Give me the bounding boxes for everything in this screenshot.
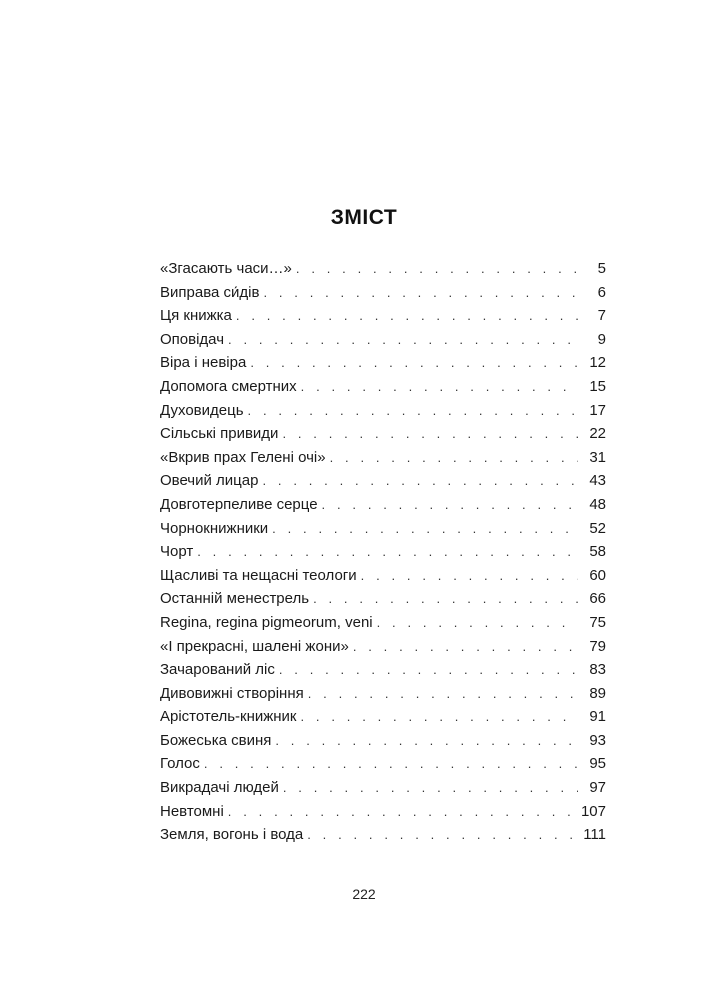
dot-leader bbox=[258, 469, 578, 493]
toc-entry-title: «Вкрив прах Гелені очі» bbox=[160, 448, 326, 466]
toc-entry-page: 43 bbox=[589, 472, 606, 490]
toc-entry-title: Божеська свиня bbox=[160, 731, 272, 749]
dot-leader bbox=[357, 564, 578, 588]
toc-entry-page: 6 bbox=[597, 283, 606, 301]
toc-entry-title: Останній менестрель bbox=[160, 590, 310, 608]
dot-leader bbox=[279, 776, 578, 800]
toc-entry-page: 66 bbox=[589, 590, 606, 608]
dot-leader bbox=[278, 422, 578, 446]
toc-entry-title: «Згасають часи…» bbox=[160, 260, 292, 277]
toc-entry-title: Сільські привиди bbox=[160, 425, 279, 443]
dot-leader bbox=[271, 729, 578, 753]
dot-leader bbox=[297, 705, 579, 729]
toc-entry-page: 111 bbox=[583, 826, 606, 844]
toc-entry bbox=[160, 281, 606, 305]
toc-entry-title: Чорт bbox=[160, 543, 194, 561]
toc-entry bbox=[160, 446, 606, 470]
toc-entry bbox=[160, 257, 606, 281]
toc-entry-page: 97 bbox=[589, 779, 606, 797]
toc-entry-title: Викрадачі людей bbox=[160, 779, 279, 797]
toc-entry bbox=[160, 611, 606, 635]
toc-entry-title: Овечий лицар bbox=[160, 472, 259, 490]
dot-leader bbox=[200, 752, 578, 776]
toc-entry-page: 91 bbox=[589, 708, 606, 726]
toc-entry bbox=[160, 823, 606, 847]
toc-entry-title: Чорнокнижники bbox=[160, 519, 269, 537]
dot-leader bbox=[224, 800, 578, 824]
toc-entry-title: Дивовижні створіння bbox=[160, 684, 304, 702]
dot-leader bbox=[193, 540, 578, 564]
toc-entry-title: Духовидець bbox=[160, 401, 244, 419]
toc-entry-page: 93 bbox=[589, 731, 606, 749]
toc-entry-title: Невтомні bbox=[160, 802, 224, 820]
toc-entry-title: Віра і невіра bbox=[160, 354, 247, 372]
toc-entry-page: 48 bbox=[589, 495, 606, 513]
toc-entry bbox=[160, 729, 606, 753]
dot-leader bbox=[303, 823, 578, 847]
toc-entry bbox=[160, 682, 606, 706]
dot-leader bbox=[244, 399, 578, 423]
toc-entry bbox=[160, 351, 606, 375]
toc-entry-title: Зачарований ліс bbox=[160, 661, 275, 679]
toc-entry-page: 22 bbox=[589, 425, 606, 443]
toc-entry-title: Арістотель-книжник bbox=[160, 708, 297, 726]
toc-entry-page: 9 bbox=[597, 330, 606, 348]
dot-leader bbox=[349, 635, 578, 659]
toc-entry-page: 75 bbox=[589, 613, 606, 631]
toc-entry-page: 15 bbox=[589, 377, 606, 395]
toc-entry bbox=[160, 776, 606, 800]
toc-entry-title: Ця книжка bbox=[160, 307, 232, 325]
dot-leader bbox=[224, 328, 578, 352]
toc-entry-title: Земля, вогонь і вода bbox=[160, 826, 304, 844]
toc-entry bbox=[160, 399, 606, 423]
toc-entry bbox=[160, 469, 606, 493]
toc-entry-title: Щасливі та нещасні теологи bbox=[160, 566, 357, 584]
toc-entry bbox=[160, 540, 606, 564]
toc-entry-page: 17 bbox=[589, 401, 606, 419]
toc-entry bbox=[160, 752, 606, 776]
page-number: 222 bbox=[352, 886, 376, 902]
toc-entry bbox=[160, 635, 606, 659]
toc-entry-page: 79 bbox=[589, 637, 606, 655]
toc-entry bbox=[160, 328, 606, 352]
table-of-contents bbox=[160, 257, 606, 847]
toc-entry-page: 107 bbox=[580, 802, 606, 820]
dot-leader bbox=[304, 682, 578, 706]
dot-leader bbox=[259, 281, 578, 305]
toc-entry bbox=[160, 564, 606, 588]
dot-leader bbox=[326, 446, 578, 470]
page-title: ЗМІСТ bbox=[330, 206, 398, 229]
toc-entry-page: 31 bbox=[589, 448, 606, 466]
toc-entry-page: 58 bbox=[589, 543, 606, 561]
dot-leader bbox=[318, 493, 578, 517]
toc-entry-page: 52 bbox=[589, 519, 606, 537]
toc-entry-page: 95 bbox=[589, 755, 606, 773]
toc-entry bbox=[160, 587, 606, 611]
toc-entry-page: 7 bbox=[597, 307, 606, 325]
toc-entry-page: 12 bbox=[589, 354, 606, 372]
dot-leader bbox=[309, 587, 578, 611]
toc-entry-page: 5 bbox=[597, 260, 606, 277]
toc-entry-page: 60 bbox=[589, 566, 606, 584]
dot-leader bbox=[232, 304, 578, 328]
toc-entry bbox=[160, 375, 606, 399]
toc-entry bbox=[160, 705, 606, 729]
dot-leader bbox=[297, 375, 578, 399]
toc-entry-title: Оповідач bbox=[160, 330, 225, 348]
toc-entry-title: Виправа си́дів bbox=[160, 283, 260, 301]
toc-entry-title: Довготерпеливе серце bbox=[160, 495, 318, 513]
dot-leader bbox=[268, 517, 578, 541]
dot-leader bbox=[292, 257, 578, 281]
toc-entry bbox=[160, 493, 606, 517]
dot-leader bbox=[246, 351, 578, 375]
toc-entry-title: «І прекрасні, шалені жони» bbox=[160, 637, 349, 655]
toc-entry-title: Допомога смертних bbox=[160, 377, 297, 395]
dot-leader bbox=[373, 611, 578, 635]
toc-entry-page: 89 bbox=[589, 684, 606, 702]
toc-entry-title: Голос bbox=[160, 755, 200, 773]
toc-entry bbox=[160, 304, 606, 328]
toc-entry-page: 83 bbox=[589, 661, 606, 679]
toc-entry bbox=[160, 800, 606, 824]
toc-entry bbox=[160, 517, 606, 541]
toc-entry bbox=[160, 422, 606, 446]
toc-entry-title: Regina, regina pigmeorum, veni bbox=[160, 613, 373, 631]
toc-entry bbox=[160, 658, 606, 682]
dot-leader bbox=[275, 658, 578, 682]
